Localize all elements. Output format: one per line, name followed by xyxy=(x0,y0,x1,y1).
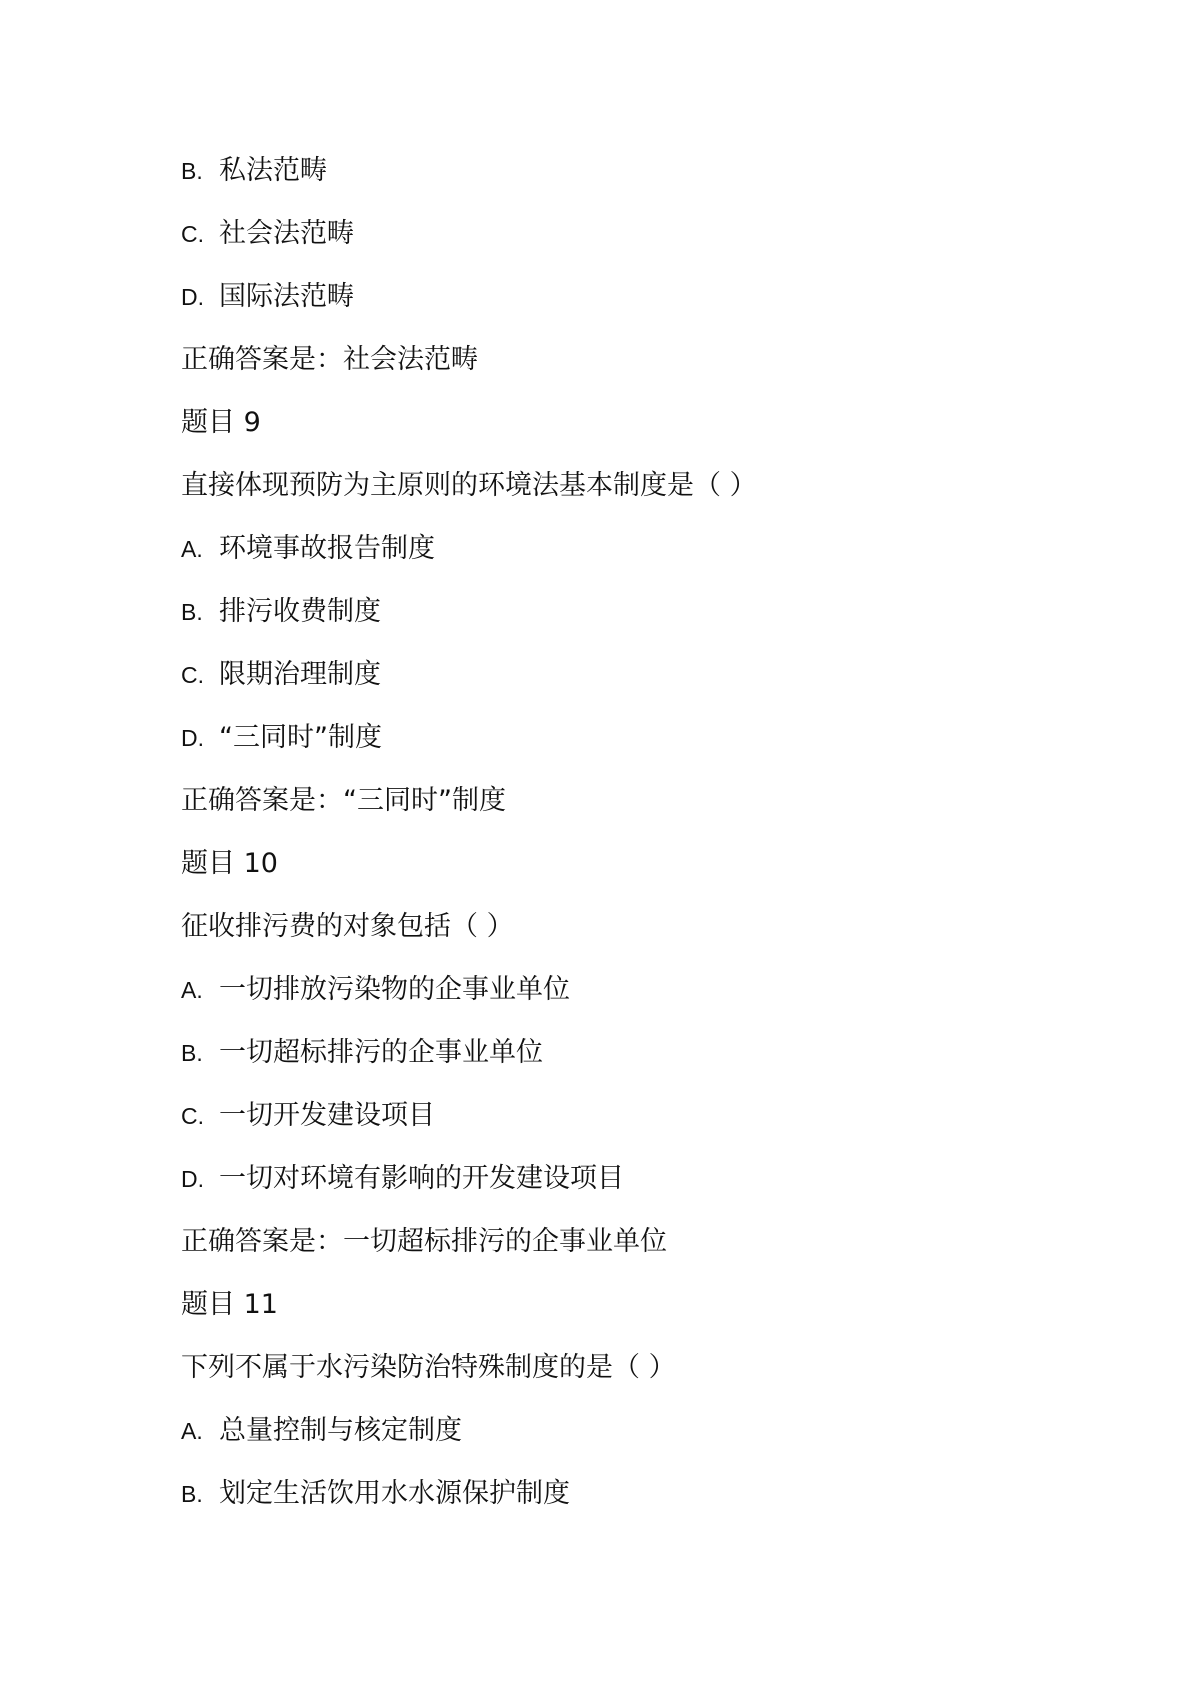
option-letter: D. xyxy=(181,725,204,751)
option-c xyxy=(181,206,1081,269)
option-a xyxy=(181,521,1081,584)
question-title: 题目 11 xyxy=(181,1289,278,1320)
question-stem: 下列不属于水污染防治特殊制度的是（ ） xyxy=(181,1352,676,1383)
option-letter: A. xyxy=(181,977,203,1003)
option-text: 划定生活饮用水水源保护制度 xyxy=(219,1478,570,1509)
option-b xyxy=(181,1025,1081,1088)
option-text: 国际法范畴 xyxy=(219,281,354,312)
option-letter: B. xyxy=(181,599,203,625)
option-a xyxy=(181,1403,1081,1466)
option-text: 社会法范畴 xyxy=(219,218,354,249)
question-stem: 征收排污费的对象包括（ ） xyxy=(181,911,514,942)
question-stem: 直接体现预防为主原则的环境法基本制度是（ ） xyxy=(181,470,757,501)
option-text: 排污收费制度 xyxy=(219,596,381,627)
option-letter: A. xyxy=(181,1418,203,1444)
option-text: 一切排放污染物的企事业单位 xyxy=(219,974,570,1005)
option-text: 一切开发建设项目 xyxy=(219,1100,435,1131)
option-letter: D. xyxy=(181,284,204,310)
question-title: 题目 10 xyxy=(181,848,278,879)
option-d xyxy=(181,269,1081,332)
option-c xyxy=(181,647,1081,710)
document-content xyxy=(181,143,1081,1529)
option-b xyxy=(181,1466,1081,1529)
option-letter: C. xyxy=(181,221,204,247)
option-d xyxy=(181,710,1081,773)
option-b xyxy=(181,143,1081,206)
option-text: 限期治理制度 xyxy=(219,659,381,690)
option-letter: D. xyxy=(181,1166,204,1192)
option-letter: C. xyxy=(181,1103,204,1129)
option-text: 一切超标排污的企事业单位 xyxy=(219,1037,543,1068)
correct-answer: 正确答案是：“三同时”制度 xyxy=(181,785,506,816)
option-text: “三同时”制度 xyxy=(219,722,382,753)
question-title: 题目 9 xyxy=(181,407,261,438)
option-letter: C. xyxy=(181,662,204,688)
correct-answer: 正确答案是：社会法范畴 xyxy=(181,344,478,375)
option-text: 环境事故报告制度 xyxy=(219,533,435,564)
option-b xyxy=(181,584,1081,647)
option-letter: B. xyxy=(181,1481,203,1507)
option-letter: B. xyxy=(181,1040,203,1066)
option-a xyxy=(181,962,1081,1025)
option-text: 一切对环境有影响的开发建设项目 xyxy=(219,1163,624,1194)
option-c xyxy=(181,1088,1081,1151)
option-text: 总量控制与核定制度 xyxy=(219,1415,462,1446)
option-d xyxy=(181,1151,1081,1214)
option-letter: A. xyxy=(181,536,203,562)
option-text: 私法范畴 xyxy=(219,155,327,186)
correct-answer: 正确答案是：一切超标排污的企事业单位 xyxy=(181,1226,667,1257)
option-letter: B. xyxy=(181,158,203,184)
